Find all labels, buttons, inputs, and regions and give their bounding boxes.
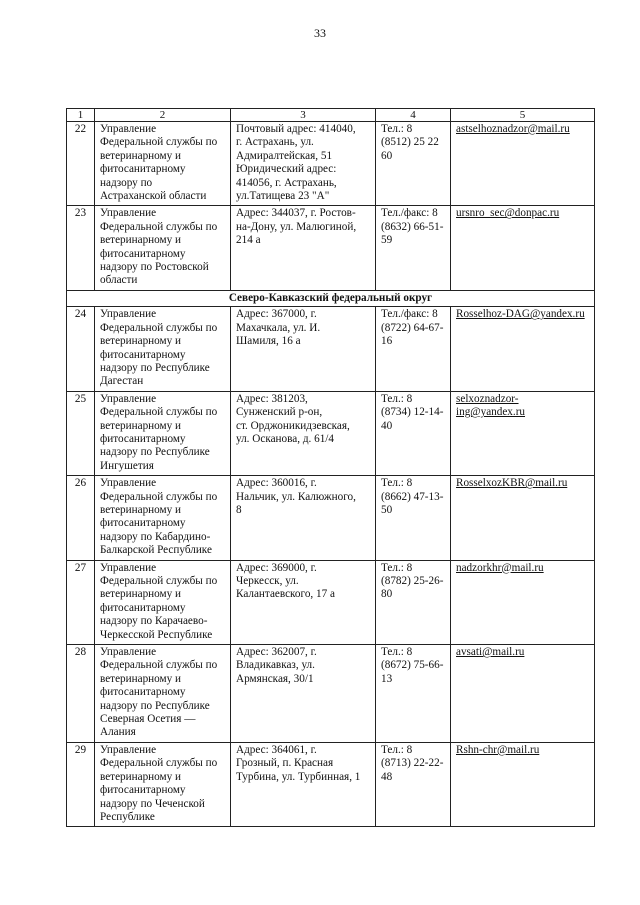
address: Адрес: 369000, г. Черкесск, ул. Калантаевского, 17 а [231, 560, 376, 644]
address: Адрес: 360016, г. Нальчик, ул. Калюжного, 8 [231, 476, 376, 560]
phone: Тел.: 8 (8662) 47-13- 50 [376, 476, 451, 560]
phone: Тел.: 8 (8672) 75-66- 13 [376, 645, 451, 743]
email: ursnro_sec@donpac.ru [451, 206, 595, 290]
table-row [67, 307, 595, 391]
section-row [67, 290, 595, 306]
column-header: 2 [95, 109, 231, 122]
address: Адрес: 381203, Сунженский р-он, ст. Орджоникидзевская, ул. Осканова, д. 61/4 [231, 391, 376, 475]
phone: Тел.: 8 (8782) 25-26- 80 [376, 560, 451, 644]
organization-name: Управление Федеральной службы по ветеринарному и фитосанитарному надзору по Ростовской области [95, 206, 231, 290]
email: avsati@mail.ru [451, 645, 595, 743]
table-body [67, 109, 595, 827]
organization-name: Управление Федеральной службы по ветеринарному и фитосанитарному надзору по Карачаево- Черкесской Республике [95, 560, 231, 644]
email: RosselxozKBR@mail.ru [451, 476, 595, 560]
organization-name: Управление Федеральной службы по ветеринарному и фитосанитарному надзору по Республике Ингушетия [95, 391, 231, 475]
table-row [67, 742, 595, 826]
row-number: 28 [67, 645, 95, 743]
column-header: 4 [376, 109, 451, 122]
organization-name: Управление Федеральной службы по ветеринарному и фитосанитарному надзору по Республике Дагестан [95, 307, 231, 391]
email: astselhoznadzor@mail.ru [451, 122, 595, 206]
table-row [67, 391, 595, 475]
column-header: 5 [451, 109, 595, 122]
section-title: Северо-Кавказский федеральный округ [67, 290, 595, 306]
email: selxoznadzor- ing@yandex.ru [451, 391, 595, 475]
address: Почтовый адрес: 414040, г. Астрахань, ул. Адмиралтейская, 51 Юридический адрес: 414056, г. Астрахань, ул.Татищева 23 "А" [231, 122, 376, 206]
address: Адрес: 364061, г. Грозный, п. Красная Турбина, ул. Турбинная, 1 [231, 742, 376, 826]
organization-name: Управление Федеральной службы по ветеринарному и фитосанитарному надзору по Республике Северная Осетия — Алания [95, 645, 231, 743]
row-number: 23 [67, 206, 95, 290]
row-number: 26 [67, 476, 95, 560]
organization-name: Управление Федеральной службы по ветеринарному и фитосанитарному надзору по Чеченской Республике [95, 742, 231, 826]
row-number: 25 [67, 391, 95, 475]
page-number: 33 [314, 26, 326, 40]
contacts-table [66, 108, 595, 827]
phone: Тел./факс: 8 (8722) 64-67- 16 [376, 307, 451, 391]
organization-name: Управление Федеральной службы по ветеринарному и фитосанитарному надзору по Астраханской области [95, 122, 231, 206]
table-row [67, 645, 595, 743]
phone: Тел.: 8 (8512) 25 22 60 [376, 122, 451, 206]
email: nadzorkhr@mail.ru [451, 560, 595, 644]
table-row [67, 206, 595, 290]
phone: Тел./факс: 8 (8632) 66-51- 59 [376, 206, 451, 290]
organization-name: Управление Федеральной службы по ветеринарному и фитосанитарному надзору по Кабардино- Балкарской Республике [95, 476, 231, 560]
row-number: 27 [67, 560, 95, 644]
phone: Тел.: 8 (8713) 22-22- 48 [376, 742, 451, 826]
row-number: 29 [67, 742, 95, 826]
email: Rosselhoz-DAG@yandex.ru [451, 307, 595, 391]
address: Адрес: 367000, г. Махачкала, ул. И. Шамиля, 16 а [231, 307, 376, 391]
phone: Тел.: 8 (8734) 12-14- 40 [376, 391, 451, 475]
table-row [67, 560, 595, 644]
row-number: 22 [67, 122, 95, 206]
header-row [67, 109, 595, 122]
address: Адрес: 344037, г. Ростов- на-Дону, ул. Малюгиной, 214 а [231, 206, 376, 290]
column-header: 3 [231, 109, 376, 122]
table-row [67, 476, 595, 560]
row-number: 24 [67, 307, 95, 391]
email: Rshn-chr@mail.ru [451, 742, 595, 826]
address: Адрес: 362007, г. Владикавказ, ул. Армянская, 30/1 [231, 645, 376, 743]
table-row [67, 122, 595, 206]
column-header: 1 [67, 109, 95, 122]
